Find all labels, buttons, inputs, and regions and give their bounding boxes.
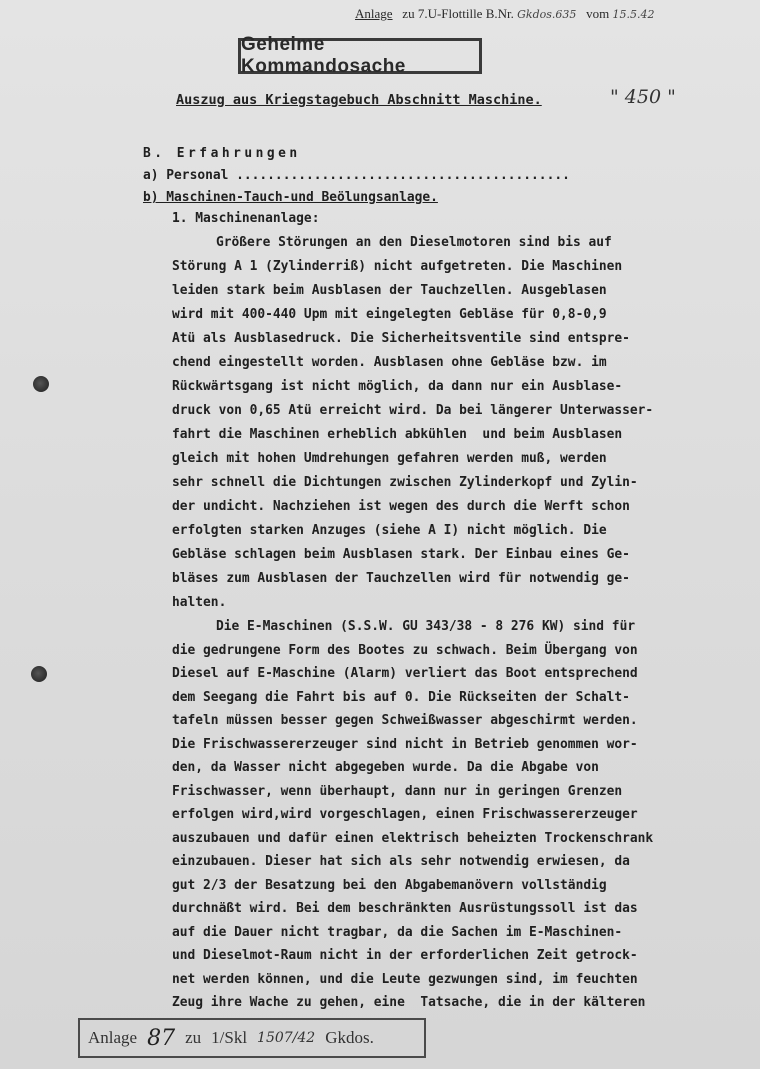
paragraph2-line: Diesel auf E-Maschine (Alarm) verliert das Boot entsprechend — [172, 666, 638, 681]
section-b-heading: b) Maschinen-Tauch-und Beölungsanlage. — [143, 190, 438, 205]
paragraph2-line: auf die Dauer nicht tragbar, da die Sachen im E-Maschinen- — [172, 925, 623, 940]
paragraph1-line: fahrt die Maschinen erheblich abkühlen und beim Ausblasen — [172, 427, 623, 442]
paragraph1-line: sehr schnell die Dichtungen zwischen Zylinderkopf und Zylin- — [172, 475, 638, 490]
paragraph1-line: wird mit 400-440 Upm mit eingelegten Gebläse für 0,8-0,9 — [172, 307, 607, 322]
paragraph1-line: leiden stark beim Ausblasen der Tauchzellen. Ausgeblasen — [172, 283, 607, 298]
paragraph1-line: Störung A 1 (Zylinderriß) nicht aufgetreten. Die Maschinen — [172, 259, 623, 274]
paragraph2-line: net werden können, und die Leute gezwungen sind, im feuchten — [172, 972, 638, 987]
subsection-1-heading: 1. Maschinenanlage: — [172, 211, 320, 226]
paragraph2-line: auszubauen und dafür einen elektrisch beheizten Trockenschrank — [172, 831, 654, 846]
paragraph1-line: Rückwärtsgang ist nicht möglich, da dann nur ein Ausblase- — [172, 379, 623, 394]
header-date: 15.5.42 — [612, 8, 655, 21]
paragraph2-line: Die E-Maschinen (S.S.W. GU 343/38 - 8 276 KW) sind für — [216, 619, 636, 634]
paragraph1-line: druck von 0,65 Atü erreicht wird. Da bei längerer Unterwasser- — [172, 403, 654, 418]
bottom-stamp-anlage: Anlage — [88, 1028, 138, 1047]
paragraph1-line: Atü als Ausblasedruck. Die Sicherheitsventile sind entspre- — [172, 331, 630, 346]
bottom-archive-stamp — [78, 1018, 426, 1058]
paragraph1-line: gleich mit hohen Umdrehungen gefahren werden muß, werden — [172, 451, 607, 466]
bottom-stamp-suffix: Gkdos. — [325, 1028, 374, 1047]
paragraph2-line: den, da Wasser nicht abgegeben wurde. Da die Abgabe von — [172, 760, 599, 775]
header-vom: vom — [586, 6, 610, 21]
paragraph2-line: und Dieselmot-Raum nicht in der erforderlichen Zeit getrock- — [172, 948, 638, 963]
paragraph2-line: dem Seegang die Fahrt bis auf 0. Die Rückseiten der Schalt- — [172, 690, 630, 705]
handwritten-number: " 450 " — [610, 86, 676, 108]
paragraph2-line: Zeug ihre Wache zu gehen, eine Tatsache, die in der kälteren — [172, 995, 646, 1010]
header-anlage: Anlage — [355, 6, 393, 21]
paragraph2-line: einzubauen. Dieser hat sich als sehr notwendig erwiesen, da — [172, 854, 630, 869]
header-zu: zu 7.U-Flottille B.Nr. — [402, 6, 514, 21]
paragraph2-line: erfolgen wird,wird vorgeschlagen, einen Frischwassererzeuger — [172, 807, 638, 822]
section-heading: B. Erfahrungen — [143, 146, 301, 161]
bottom-stamp-number: 87 — [147, 1025, 176, 1051]
paragraph1-line: der undicht. Nachziehen ist wegen des durch die Werft schon — [172, 499, 630, 514]
bottom-stamp-ref: 1/Skl — [211, 1028, 248, 1047]
paragraph2-line: Frischwasser, wenn überhaupt, dann nur in geringen Grenzen — [172, 784, 623, 799]
header-number: Gkdos.635 — [517, 8, 577, 21]
section-a-personal: a) Personal ........................................... — [143, 168, 570, 183]
paragraph2-line: tafeln müssen besser gegen Schweißwasser abgeschirmt werden. — [172, 713, 638, 728]
paragraph1-line: erfolgten starken Anzuges (siehe A I) nicht möglich. Die — [172, 523, 607, 538]
paragraph1-line: halten. — [172, 595, 227, 610]
bottom-stamp-zu: zu — [185, 1028, 202, 1047]
paragraph2-line: Die Frischwassererzeuger sind nicht in Betrieb genommen wor- — [172, 737, 638, 752]
paragraph2-line: durchnäßt wird. Bei dem beschränkten Ausrüstungssoll ist das — [172, 901, 638, 916]
document-title: Auszug aus Kriegstagebuch Abschnitt Maschine. — [176, 92, 542, 108]
punch-hole-icon — [33, 376, 49, 392]
secret-stamp: Geheime Kommandosache — [238, 38, 482, 74]
bottom-stamp-ref-hand: 1507/42 — [257, 1030, 316, 1046]
paragraph2-line: die gedrungene Form des Bootes zu schwach. Beim Übergang von — [172, 643, 638, 658]
header-reference-line — [355, 6, 760, 26]
punch-hole-icon — [31, 666, 47, 682]
paragraph1-line: bläses zum Ausblasen der Tauchzellen wird für notwendig ge- — [172, 571, 630, 586]
paragraph1-line: Größere Störungen an den Dieselmotoren sind bis auf — [216, 235, 612, 250]
paragraph1-line: chend eingestellt worden. Ausblasen ohne Gebläse bzw. im — [172, 355, 607, 370]
paragraph1-line: Gebläse schlagen beim Ausblasen stark. Der Einbau eines Ge- — [172, 547, 630, 562]
paragraph2-line: gut 2/3 der Besatzung bei den Abgabemanövern vollständig — [172, 878, 607, 893]
